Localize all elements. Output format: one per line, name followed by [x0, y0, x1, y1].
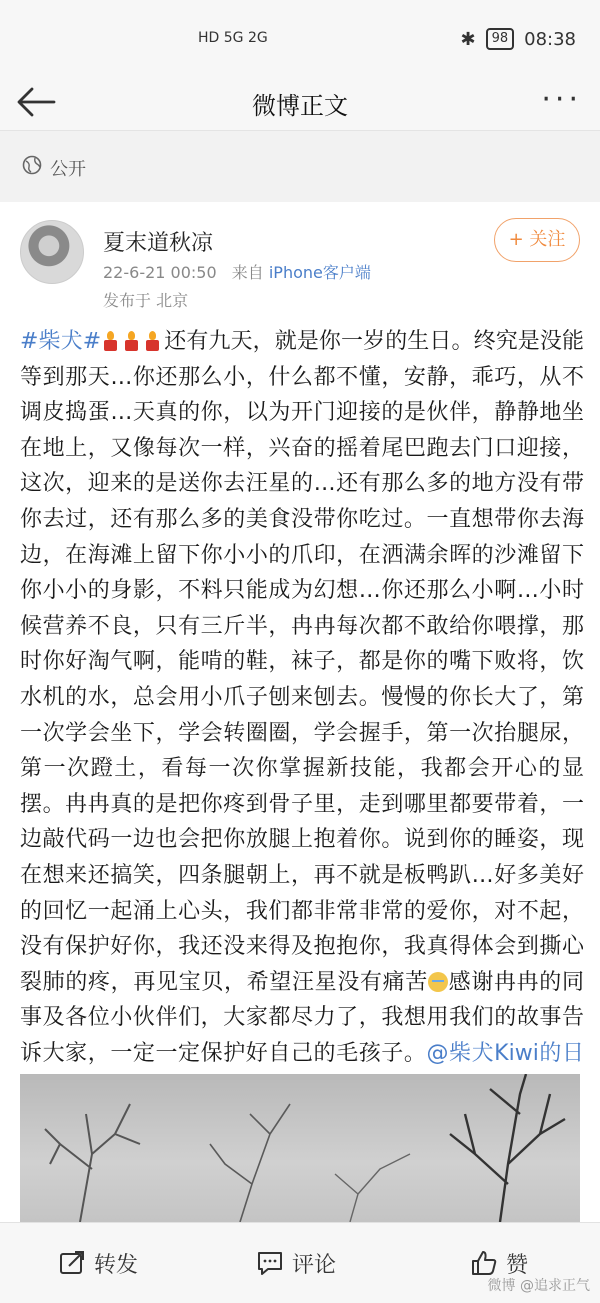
- visibility-row: [0, 131, 600, 204]
- crying-emoji-icon: [428, 972, 448, 992]
- thumbs-up-icon: [470, 1249, 498, 1277]
- candle-emoji-icon: [101, 331, 119, 351]
- battery-indicator: 98: [486, 28, 515, 50]
- comment-label: 评论: [292, 1252, 337, 1278]
- post-location: 发布于 北京: [103, 291, 189, 310]
- post-timestamp: 22-6-21 00:50: [103, 263, 217, 282]
- repost-icon: [58, 1249, 86, 1277]
- bare-trees-image: [20, 1074, 580, 1222]
- hashtag-link[interactable]: #柴犬#: [20, 329, 102, 354]
- source-prefix: 来自: [231, 263, 264, 282]
- status-bar: [0, 0, 600, 78]
- globe-icon: [22, 155, 42, 175]
- network-indicator: HD 5G 2G: [198, 30, 268, 46]
- bluetooth-icon: ✱: [460, 28, 476, 50]
- post-text-part2: 感谢冉冉的同事及各位小伙伴们，大家都尽力了，我想用我们的故事告诉大家，一定一定保护好自己的毛孩子。: [20, 969, 584, 1066]
- comment-icon: [256, 1249, 284, 1277]
- top-navigation-bar: [0, 78, 600, 131]
- avatar[interactable]: [20, 220, 84, 284]
- like-label: 赞: [506, 1252, 529, 1278]
- watermark: 微博 @追求正气: [487, 1278, 590, 1294]
- visibility-label: 公开: [50, 159, 86, 180]
- source-link[interactable]: iPhone客户端: [268, 263, 371, 282]
- candle-emoji-icon: [122, 331, 140, 351]
- repost-label: 转发: [94, 1252, 139, 1278]
- repost-button[interactable]: [58, 1245, 138, 1281]
- post-meta: [103, 260, 371, 283]
- clock: 08:38: [524, 28, 576, 50]
- comment-button[interactable]: [256, 1245, 336, 1281]
- candle-emoji-icon: [143, 331, 161, 351]
- page-title: 微博正文: [252, 92, 348, 120]
- action-bar: [0, 1222, 600, 1303]
- follow-button[interactable]: + 关注: [494, 218, 580, 262]
- post-text-part1: 还有九天，就是你一岁的生日。终究是没能等到那天…你还那么小，什么都不懂，安静，乖巧，从不调皮捣蛋…天真的你，以为开门迎接的是伙伴，静静地坐在地上，又像每次一样，兴奋的摇着尾巴跑去门口迎接，这次，迎来的是送你去汪星的…还有那么多的地方没有带你去过，还有那么多的美食没带你吃过。一直想带你去海边，在海滩上留下你小小的爪印，在洒满余晖的沙滩留下你小小的身影，不料只能成为幻想…你还那么小啊…小时候营养不良，只有三斤半，冉冉每次都不敢给你喂撑，那时你好淘气啊，能啃的鞋，袜子，都是你的嘴下败将，饮水机的水，总会用小爪子刨来刨去。慢慢的你长大了，第一次学会坐下，学会转圈圈，学会握手，第一次抬腿尿，第一次蹬土，看每一次你掌握新技能，我都会开心的显摆。冉冉真的是把你疼到骨子里，走到哪里都要带着，一边敲代码一边也会把你放腿上抱着你。说到你的睡姿，现在想来还搞笑，四条腿朝上，再不就是板鸭趴…好多美好的回忆一起涌上心头，我们都非常非常的爱你，对不起，没有保护好你，我还没来得及抱抱你，我真得体会到撕心裂肺的疼，再见宝贝，希望汪星没有痛苦: [20, 329, 584, 995]
- mention-link[interactable]: @柴犬Kiwi的日: [426, 1040, 584, 1066]
- post-image[interactable]: [20, 1074, 580, 1222]
- post-card: [0, 202, 600, 1222]
- more-options-icon[interactable]: ···: [541, 82, 582, 117]
- username[interactable]: 夏末道秋凉: [103, 231, 214, 256]
- post-text: [20, 324, 584, 1107]
